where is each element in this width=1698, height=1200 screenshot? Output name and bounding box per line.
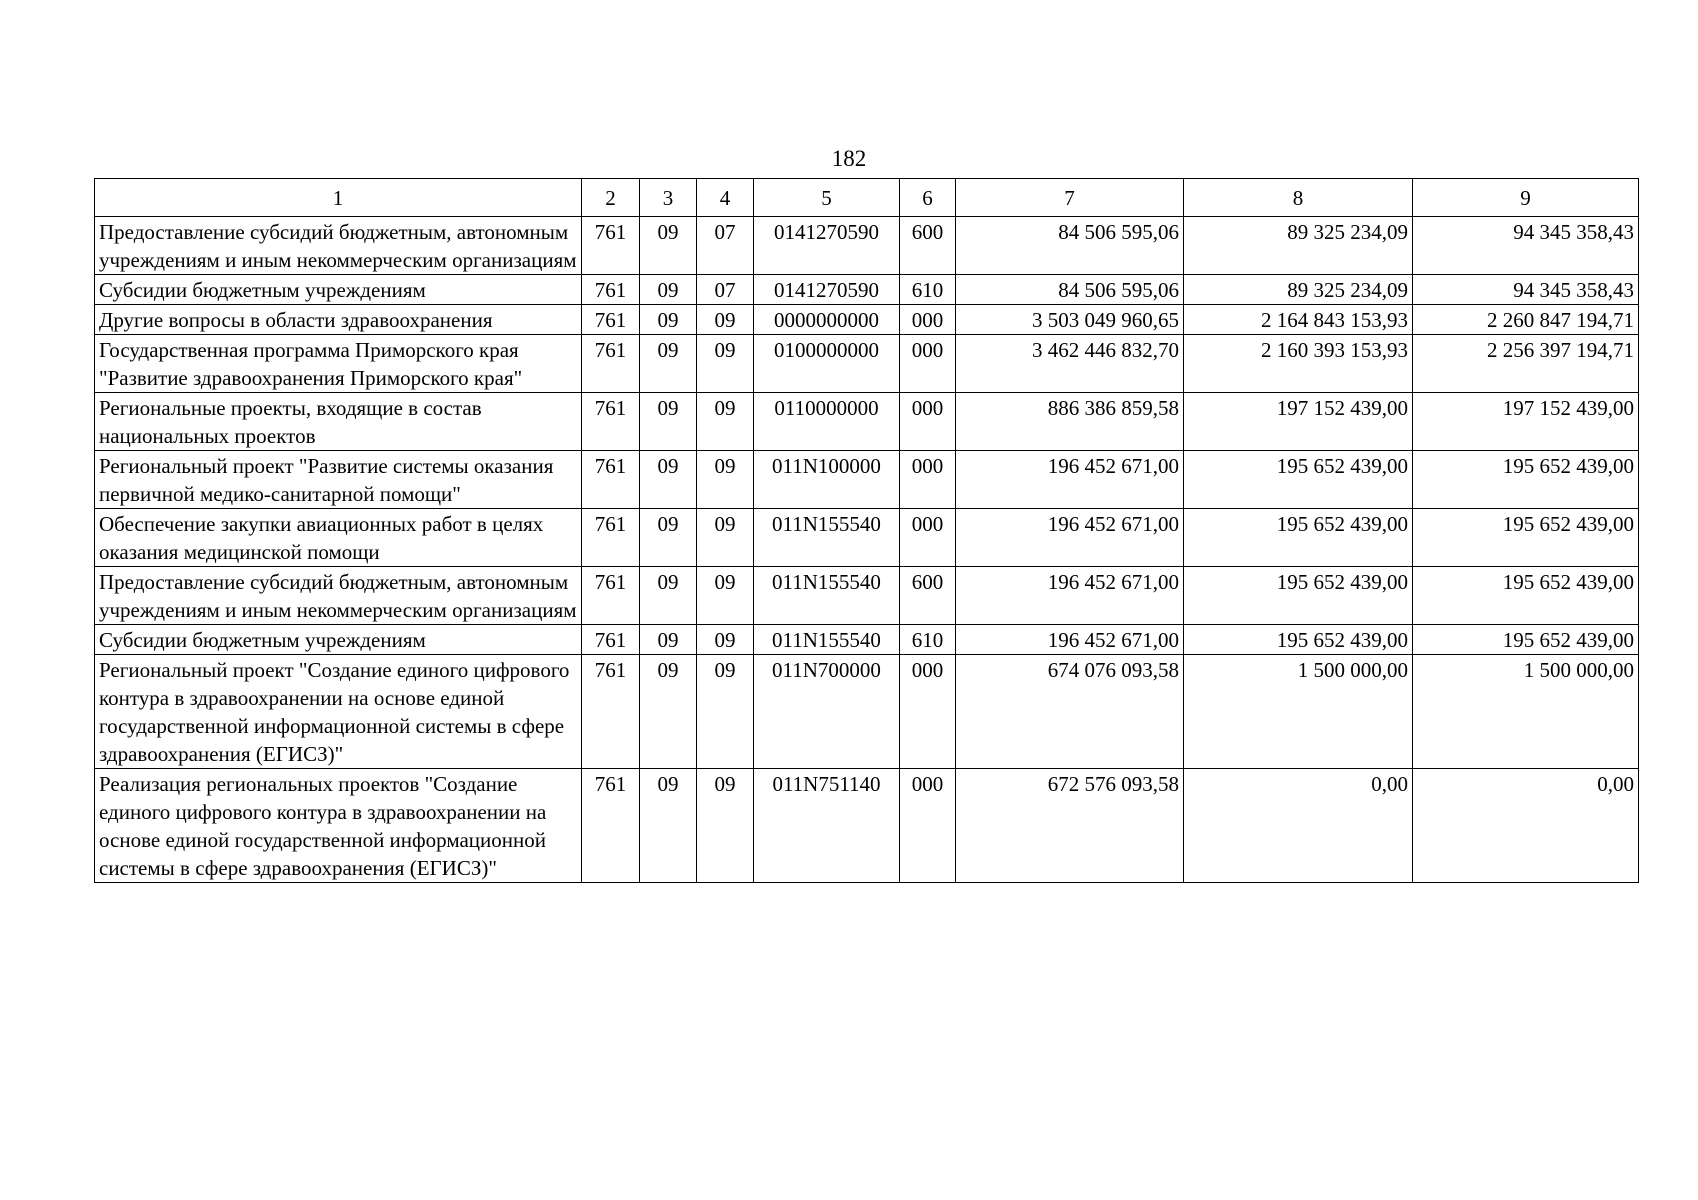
subsection-code: 09 — [697, 567, 754, 625]
column-header: 6 — [900, 179, 956, 217]
target-article-code: 011N100000 — [754, 451, 900, 509]
subsection-code: 09 — [697, 335, 754, 393]
admin-code: 761 — [582, 217, 640, 275]
section-code: 09 — [640, 275, 697, 305]
table-row — [95, 335, 1639, 393]
section-code: 09 — [640, 567, 697, 625]
expense-type-code: 000 — [900, 393, 956, 451]
expense-type-code: 000 — [900, 451, 956, 509]
table-row — [95, 451, 1639, 509]
subsection-code: 09 — [697, 393, 754, 451]
amount-col-8: 195 652 439,00 — [1184, 625, 1413, 655]
column-header: 7 — [956, 179, 1184, 217]
item-name: Субсидии бюджетным учреждениям — [95, 625, 582, 655]
subsection-code: 07 — [697, 217, 754, 275]
amount-col-9: 195 652 439,00 — [1413, 451, 1639, 509]
item-name: Региональные проекты, входящие в состав национальных проектов — [95, 393, 582, 451]
section-code: 09 — [640, 509, 697, 567]
amount-col-9: 0,00 — [1413, 769, 1639, 883]
item-name: Субсидии бюджетным учреждениям — [95, 275, 582, 305]
budget-table — [94, 178, 1639, 883]
item-name: Реализация региональных проектов "Создание единого цифрового контура в здравоохранении на основе единой государственной информационной системы в сфере здравоохранения (ЕГИСЗ)" — [95, 769, 582, 883]
admin-code: 761 — [582, 393, 640, 451]
table-row — [95, 305, 1639, 335]
amount-col-8: 89 325 234,09 — [1184, 217, 1413, 275]
admin-code: 761 — [582, 567, 640, 625]
admin-code: 761 — [582, 275, 640, 305]
target-article-code: 011N155540 — [754, 625, 900, 655]
amount-col-8: 89 325 234,09 — [1184, 275, 1413, 305]
target-article-code: 011N751140 — [754, 769, 900, 883]
admin-code: 761 — [582, 509, 640, 567]
item-name: Предоставление субсидий бюджетным, автономным учреждениям и иным некоммерческим организациям — [95, 217, 582, 275]
admin-code: 761 — [582, 655, 640, 769]
table-row — [95, 655, 1639, 769]
amount-col-7: 672 576 093,58 — [956, 769, 1184, 883]
table-row — [95, 217, 1639, 275]
item-name: Другие вопросы в области здравоохранения — [95, 305, 582, 335]
section-code: 09 — [640, 625, 697, 655]
section-code: 09 — [640, 217, 697, 275]
amount-col-7: 196 452 671,00 — [956, 451, 1184, 509]
admin-code: 761 — [582, 769, 640, 883]
target-article-code: 011N155540 — [754, 567, 900, 625]
subsection-code: 09 — [697, 769, 754, 883]
table-row — [95, 769, 1639, 883]
amount-col-8: 2 164 843 153,93 — [1184, 305, 1413, 335]
section-code: 09 — [640, 305, 697, 335]
subsection-code: 09 — [697, 625, 754, 655]
amount-col-8: 197 152 439,00 — [1184, 393, 1413, 451]
amount-col-8: 195 652 439,00 — [1184, 509, 1413, 567]
amount-col-9: 2 256 397 194,71 — [1413, 335, 1639, 393]
expense-type-code: 000 — [900, 305, 956, 335]
subsection-code: 09 — [697, 655, 754, 769]
expense-type-code: 000 — [900, 509, 956, 567]
item-name: Государственная программа Приморского края "Развитие здравоохранения Приморского края" — [95, 335, 582, 393]
amount-col-8: 0,00 — [1184, 769, 1413, 883]
amount-col-7: 196 452 671,00 — [956, 509, 1184, 567]
target-article-code: 011N700000 — [754, 655, 900, 769]
column-header: 4 — [697, 179, 754, 217]
amount-col-9: 94 345 358,43 — [1413, 275, 1639, 305]
table-row — [95, 393, 1639, 451]
item-name: Обеспечение закупки авиационных работ в целях оказания медицинской помощи — [95, 509, 582, 567]
amount-col-7: 3 503 049 960,65 — [956, 305, 1184, 335]
amount-col-7: 84 506 595,06 — [956, 275, 1184, 305]
column-header: 2 — [582, 179, 640, 217]
target-article-code: 0110000000 — [754, 393, 900, 451]
column-header: 9 — [1413, 179, 1639, 217]
target-article-code: 0141270590 — [754, 217, 900, 275]
expense-type-code: 610 — [900, 625, 956, 655]
target-article-code: 011N155540 — [754, 509, 900, 567]
section-code: 09 — [640, 393, 697, 451]
table-body — [95, 217, 1639, 883]
admin-code: 761 — [582, 335, 640, 393]
amount-col-9: 1 500 000,00 — [1413, 655, 1639, 769]
page-number: 182 — [831, 146, 867, 171]
subsection-code: 09 — [697, 451, 754, 509]
section-code: 09 — [640, 655, 697, 769]
column-header: 3 — [640, 179, 697, 217]
amount-col-8: 195 652 439,00 — [1184, 451, 1413, 509]
amount-col-7: 196 452 671,00 — [956, 567, 1184, 625]
table-row — [95, 509, 1639, 567]
admin-code: 761 — [582, 451, 640, 509]
amount-col-8: 2 160 393 153,93 — [1184, 335, 1413, 393]
amount-col-7: 196 452 671,00 — [956, 625, 1184, 655]
item-name: Региональный проект "Создание единого цифрового контура в здравоохранении на основе единой государственной информационной системы в сфере здравоохранения (ЕГИСЗ)" — [95, 655, 582, 769]
target-article-code: 0100000000 — [754, 335, 900, 393]
amount-col-9: 2 260 847 194,71 — [1413, 305, 1639, 335]
expense-type-code: 000 — [900, 655, 956, 769]
expense-type-code: 600 — [900, 217, 956, 275]
amount-col-7: 3 462 446 832,70 — [956, 335, 1184, 393]
expense-type-code: 000 — [900, 335, 956, 393]
item-name: Предоставление субсидий бюджетным, автономным учреждениям и иным некоммерческим организациям — [95, 567, 582, 625]
amount-col-9: 195 652 439,00 — [1413, 625, 1639, 655]
amount-col-9: 94 345 358,43 — [1413, 217, 1639, 275]
admin-code: 761 — [582, 305, 640, 335]
header-row — [95, 179, 1639, 217]
amount-col-9: 195 652 439,00 — [1413, 509, 1639, 567]
section-code: 09 — [640, 451, 697, 509]
amount-col-8: 195 652 439,00 — [1184, 567, 1413, 625]
amount-col-7: 84 506 595,06 — [956, 217, 1184, 275]
table-row — [95, 625, 1639, 655]
amount-col-8: 1 500 000,00 — [1184, 655, 1413, 769]
target-article-code: 0141270590 — [754, 275, 900, 305]
admin-code: 761 — [582, 625, 640, 655]
expense-type-code: 000 — [900, 769, 956, 883]
subsection-code: 09 — [697, 305, 754, 335]
target-article-code: 0000000000 — [754, 305, 900, 335]
section-code: 09 — [640, 769, 697, 883]
item-name: Региональный проект "Развитие системы оказания первичной медико-санитарной помощи" — [95, 451, 582, 509]
expense-type-code: 600 — [900, 567, 956, 625]
amount-col-7: 674 076 093,58 — [956, 655, 1184, 769]
subsection-code: 07 — [697, 275, 754, 305]
column-header: 5 — [754, 179, 900, 217]
amount-col-9: 195 652 439,00 — [1413, 567, 1639, 625]
table-row — [95, 567, 1639, 625]
subsection-code: 09 — [697, 509, 754, 567]
expense-type-code: 610 — [900, 275, 956, 305]
table-row — [95, 275, 1639, 305]
section-code: 09 — [640, 335, 697, 393]
amount-col-7: 886 386 859,58 — [956, 393, 1184, 451]
amount-col-9: 197 152 439,00 — [1413, 393, 1639, 451]
column-header: 8 — [1184, 179, 1413, 217]
column-header: 1 — [95, 179, 582, 217]
